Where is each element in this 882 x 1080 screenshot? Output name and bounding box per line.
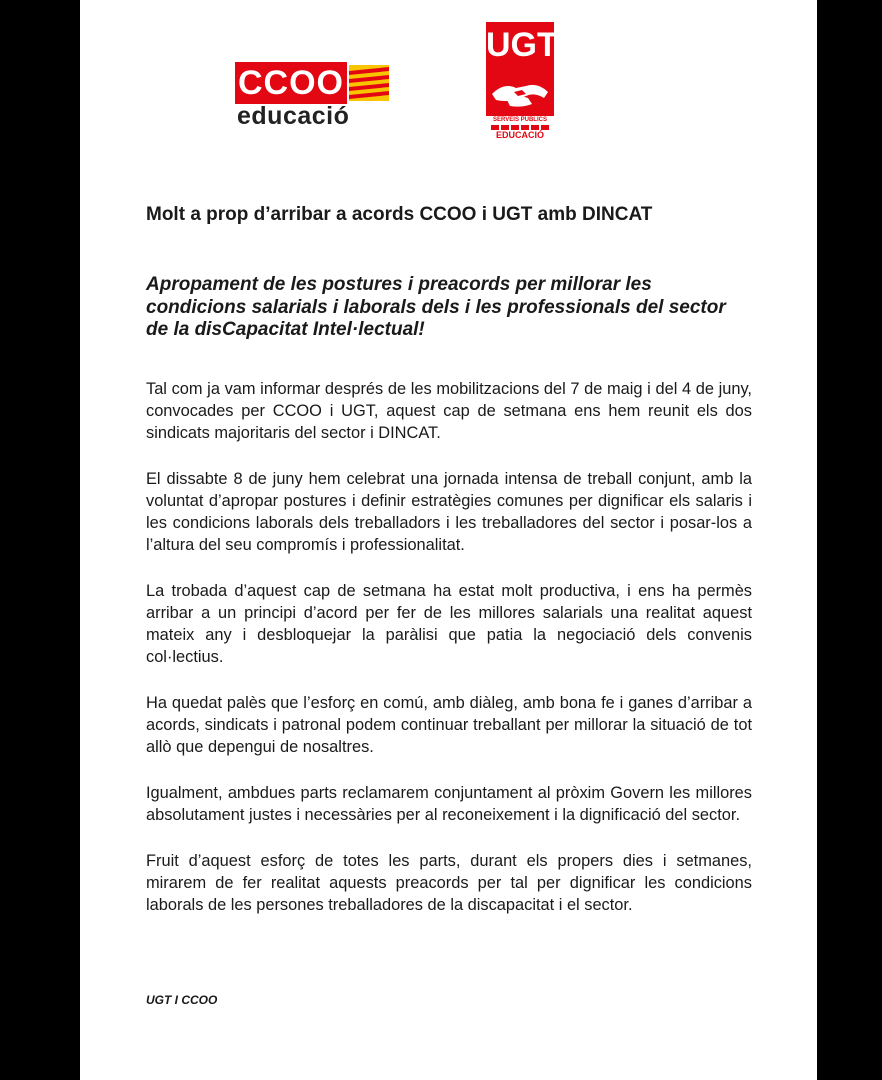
ccoo-educacio-logo [235, 62, 390, 131]
body-paragraph: Ha quedat palès que l’esforç en comú, amb diàleg, amb bona fe i ganes d’arribar a acords, sindicats i patronal podem continuar treballant per millorar la situació de tot allò que depengui de nosaltres. [146, 694, 752, 756]
document-body [146, 378, 752, 940]
document-signature: UGT I CCOO [146, 993, 218, 1007]
body-paragraph: La trobada d’aquest cap de setmana ha estat molt productiva, i ens ha permès arribar a un principi d’acord per fer de les millores salarials una realitat aquest mateix any i desbloquejar la paràlisi que patia la negociació dels convenis col·lectius. [146, 582, 752, 666]
body-paragraph: El dissabte 8 de juny hem celebrat una jornada intensa de treball conjunt, amb la voluntat d’apropar postures i definir estratègies comunes per dignificar els salaris i les condicions laborals dels treballadors i les treballadores del sector i posar-los a l’altura del seu compromís i professionalitat. [146, 470, 752, 554]
ccoo-logo-mark: CCOO [235, 62, 347, 104]
ccoo-logo-subtitle: educació [237, 102, 350, 130]
handshake-icon [486, 68, 554, 116]
body-paragraph: Igualment, ambdues parts reclamarem conjuntament al pròxim Govern les millores absolutament justes i necessàries per al reconeixement i la dignificació del sector. [146, 784, 752, 824]
body-paragraph: Fruit d’aquest esforç de totes les parts, durant els propers dies i setmanes, mirarem de fer realitat aquests preacords per tal per dignificar les condicions laborals de les persones treballadores de la discapacitat i el sector. [146, 852, 752, 914]
ugt-logo-mark: UGT [486, 22, 554, 68]
ugt-logo-small-text: SERVEIS PÚBLICS [493, 117, 547, 123]
body-paragraph: Tal com ja vam informar després de les mobilitzacions del 7 de maig i del 4 de juny, convocades per CCOO i UGT, aquest cap de setmana ens hem reunit els dos sindicats majoritaris del sector i DINCAT. [146, 380, 752, 442]
document-page [80, 0, 817, 1080]
ugt-educacio-logo [486, 22, 558, 141]
document-subtitle: Apropament de les postures i preacords per millorar les condicions salarials i laborals dels i les professionals del sector de la disCapacitat Intel·lectual! [146, 274, 726, 340]
ugt-logo-label: EDUCACIÓ [495, 130, 544, 140]
catalan-flag-icon [349, 65, 389, 101]
document-title: Molt a prop d’arribar a acords CCOO i UGT amb DINCAT [146, 204, 653, 225]
